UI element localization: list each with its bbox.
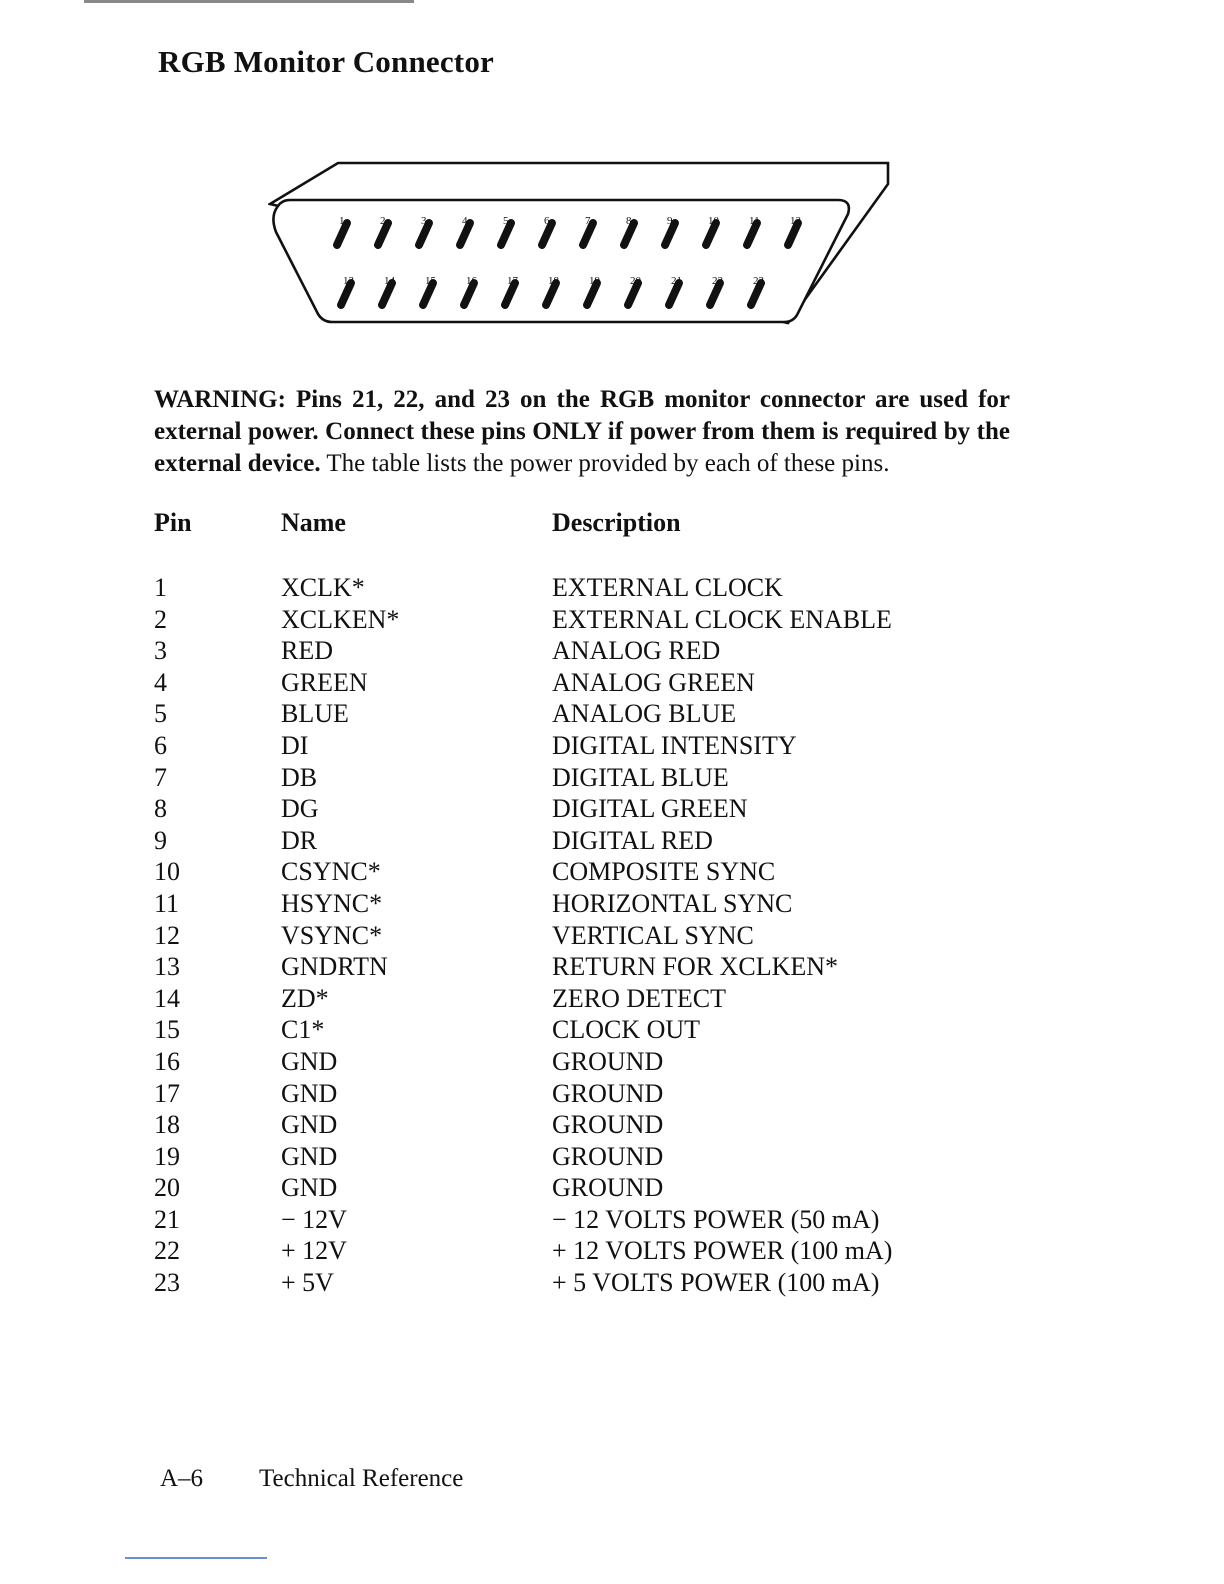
pin-cell: 16: [154, 1046, 180, 1076]
connector-pin-label: 6: [544, 215, 550, 227]
description-cell: + 5 VOLTS POWER (100 mA): [552, 1268, 880, 1298]
db23-connector-diagram: [268, 158, 898, 328]
name-cell: − 12V: [281, 1204, 347, 1234]
description-cell: CLOCK OUT: [552, 1015, 701, 1045]
description-cell: − 12 VOLTS POWER (50 mA): [552, 1204, 880, 1234]
description-cell: ANALOG BLUE: [552, 699, 737, 729]
pin-cell: 18: [154, 1110, 180, 1140]
name-cell: + 5V: [281, 1268, 334, 1298]
header-pin: Pin: [154, 508, 192, 537]
connector-pin-label: 18: [548, 275, 559, 287]
name-cell: DR: [281, 825, 318, 855]
description-cell: DIGITAL RED: [552, 825, 713, 855]
connector-pin-label: 15: [425, 275, 436, 287]
warning-bold-text: WARNING: Pins 21, 22, and 23 on the RGB monitor connector are used for external power. Connect these pins ONLY if power from them is required by the external device.: [154, 386, 1010, 477]
connector-pin-label: 4: [462, 215, 468, 227]
pin-cell: 20: [154, 1173, 180, 1203]
pin-cell: 4: [154, 667, 167, 697]
name-cell: + 12V: [281, 1236, 347, 1266]
description-cell: VERTICAL SYNC: [552, 920, 754, 950]
connector-pin-label: 21: [671, 275, 682, 287]
connector-pin-label: 5: [503, 215, 509, 227]
pin-cell: 2: [154, 604, 167, 634]
bottom-rule: [125, 1557, 267, 1559]
pin-cell: 1: [154, 573, 167, 602]
pin-cell: 22: [154, 1236, 180, 1266]
connector-face-outline: [273, 200, 848, 322]
connector-pin-label: 11: [749, 215, 760, 227]
name-cell: DI: [281, 730, 309, 760]
header-name: Name: [281, 508, 346, 537]
name-cell: VSYNC*: [281, 920, 383, 950]
name-cell: XCLKEN*: [281, 604, 400, 634]
name-cell: HSYNC*: [281, 888, 383, 918]
pin-cell: 5: [154, 699, 167, 729]
pin-cell: 11: [154, 888, 180, 918]
name-cell: GND: [281, 1110, 338, 1140]
pin-cell: 13: [154, 952, 180, 982]
connector-pin-label: 10: [708, 215, 719, 227]
connector-pin-label: 9: [667, 215, 673, 227]
description-cell: DIGITAL BLUE: [552, 762, 729, 792]
name-cell: ZD*: [281, 983, 329, 1013]
description-cell: GROUND: [552, 1110, 664, 1140]
name-cell: C1*: [281, 1015, 325, 1045]
name-cell: DG: [281, 794, 319, 824]
description-cell: DIGITAL INTENSITY: [552, 730, 797, 760]
connector-pin-label: 2: [380, 215, 386, 227]
name-cell: GND: [281, 1173, 338, 1203]
connector-pin-label: 17: [507, 275, 518, 287]
connector-pin-label: 3: [421, 215, 427, 227]
name-cell: BLUE: [281, 699, 349, 729]
description-cell: COMPOSITE SYNC: [552, 857, 776, 887]
pin-cell: 19: [154, 1141, 180, 1171]
description-cell: EXTERNAL CLOCK: [552, 573, 783, 602]
name-cell: RED: [281, 636, 333, 666]
description-cell: GROUND: [552, 1046, 664, 1076]
connector-pin-label: 8: [626, 215, 632, 227]
warning-plain-text: The table lists the power provided by each of these pins.: [320, 450, 890, 477]
name-cell: GND: [281, 1141, 338, 1171]
footer-page-number: A–6: [160, 1465, 204, 1492]
description-cell: GROUND: [552, 1078, 664, 1108]
connector-pin-label: 1: [339, 215, 345, 227]
pin-cell: 3: [154, 636, 167, 666]
page-title: RGB Monitor Connector: [158, 44, 494, 79]
description-cell: DIGITAL GREEN: [552, 794, 748, 824]
description-cell: GROUND: [552, 1173, 664, 1203]
description-cell: + 12 VOLTS POWER (100 mA): [552, 1236, 893, 1266]
connector-pin-label: 13: [343, 275, 354, 287]
pin-cell: 10: [154, 857, 180, 887]
pin-cell: 12: [154, 920, 180, 950]
pin-cell: 14: [154, 983, 180, 1013]
connector-pin-label: 20: [630, 275, 641, 287]
pin-cell: 17: [154, 1078, 180, 1108]
description-cell: ZERO DETECT: [552, 983, 727, 1013]
connector-pin-label: 19: [589, 275, 600, 287]
name-cell: DB: [281, 762, 318, 792]
connector-pin-label: 16: [466, 275, 477, 287]
header-description: Description: [552, 508, 681, 537]
name-cell: XCLK*: [281, 573, 365, 602]
connector-pin-label: 14: [384, 275, 395, 287]
description-cell: ANALOG GREEN: [552, 667, 755, 697]
name-cell: GNDRTN: [281, 952, 388, 982]
description-cell: EXTERNAL CLOCK ENABLE: [552, 604, 892, 634]
warning-paragraph: [154, 384, 1010, 480]
description-cell: ANALOG RED: [552, 636, 721, 666]
connector-pin-label: 23: [753, 275, 764, 287]
pin-cell: 7: [154, 762, 167, 792]
pin-cell: 21: [154, 1204, 180, 1234]
connector-pin-label: 7: [585, 215, 591, 227]
name-cell: CSYNC*: [281, 857, 381, 887]
name-cell: GND: [281, 1046, 338, 1076]
pin-cell: 8: [154, 794, 167, 824]
description-cell: HORIZONTAL SYNC: [552, 888, 793, 918]
name-cell: GREEN: [281, 667, 368, 697]
footer-section-title: Technical Reference: [259, 1465, 464, 1492]
pin-cell: 23: [154, 1268, 180, 1298]
top-rule: [84, 0, 414, 3]
description-cell: RETURN FOR XCLKEN*: [552, 952, 839, 982]
description-cell: GROUND: [552, 1141, 664, 1171]
pin-cell: 6: [154, 730, 167, 760]
pin-cell: 9: [154, 825, 167, 855]
name-cell: GND: [281, 1078, 338, 1108]
connector-pin-label: 22: [712, 275, 723, 287]
connector-pin-label: 12: [790, 215, 801, 227]
pin-cell: 15: [154, 1015, 180, 1045]
